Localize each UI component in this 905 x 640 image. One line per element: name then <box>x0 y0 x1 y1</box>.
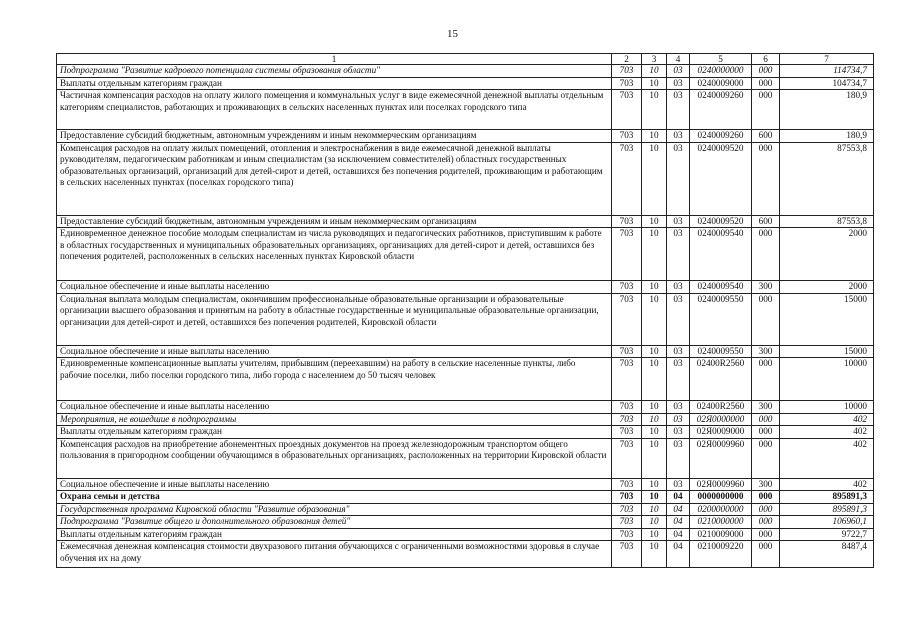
row-amount-cell: 8487,4 <box>780 541 874 568</box>
row-subsection-cell: 03 <box>667 228 690 281</box>
row-section-cell: 10 <box>642 503 667 516</box>
header-col-1: 1 <box>57 54 612 65</box>
budget-table <box>56 53 874 568</box>
row-expense-type-cell: 000 <box>752 358 780 401</box>
row-subsection-cell: 03 <box>667 345 690 358</box>
row-subsection-cell: 04 <box>667 503 690 516</box>
row-amount-cell: 87553,8 <box>780 215 874 228</box>
header-col-4: 4 <box>667 54 690 65</box>
table-row <box>57 503 874 516</box>
row-section-cell: 10 <box>642 345 667 358</box>
row-admin-code-cell: 703 <box>612 293 642 345</box>
table-row <box>57 541 874 568</box>
row-name-cell: Компенсация расходов на приобретение абонементных проездных документов на проезд железнодорожным транспортом общего пользования в пригородном сообщении обучающимся в образовательных организациях, расположенных на территории Кировской области <box>57 438 612 478</box>
row-target-article-cell: 0240009000 <box>690 77 752 90</box>
row-section-cell: 10 <box>642 438 667 478</box>
row-amount-cell: 180,9 <box>780 130 874 143</box>
row-expense-type-cell: 000 <box>752 413 780 426</box>
row-subsection-cell: 03 <box>667 401 690 414</box>
header-col-7: 7 <box>780 54 874 65</box>
row-expense-type-cell: 000 <box>752 293 780 345</box>
row-admin-code-cell: 703 <box>612 130 642 143</box>
table-row <box>57 228 874 281</box>
row-admin-code-cell: 703 <box>612 77 642 90</box>
row-target-article-cell: 0240009260 <box>690 130 752 143</box>
row-section-cell: 10 <box>642 478 667 491</box>
row-section-cell: 10 <box>642 215 667 228</box>
row-expense-type-cell: 300 <box>752 401 780 414</box>
row-amount-cell: 114734,7 <box>780 65 874 78</box>
row-expense-type-cell: 000 <box>752 528 780 541</box>
row-subsection-cell: 03 <box>667 281 690 294</box>
row-expense-type-cell: 000 <box>752 426 780 439</box>
row-target-article-cell: 0210009000 <box>690 528 752 541</box>
row-name-cell: Социальное обеспечение и иные выплаты населению <box>57 478 612 491</box>
table-row <box>57 281 874 294</box>
row-subsection-cell: 03 <box>667 413 690 426</box>
row-name-cell: Выплаты отдельным категориям граждан <box>57 77 612 90</box>
row-expense-type-cell: 000 <box>752 90 780 130</box>
row-amount-cell: 402 <box>780 438 874 478</box>
row-amount-cell: 180,9 <box>780 90 874 130</box>
row-name-cell: Мероприятия, не вошедшие в подпрограммы <box>57 413 612 426</box>
row-target-article-cell: 0240009550 <box>690 345 752 358</box>
row-target-article-cell: 0210000000 <box>690 516 752 529</box>
row-name-cell: Подпрограмма "Развитие кадрового потенциала системы образования области" <box>57 65 612 78</box>
row-amount-cell: 87553,8 <box>780 142 874 215</box>
row-name-cell: Единовременные компенсационные выплаты учителям, прибывшим (переехавшим) на работу в сельские населенные пункты, либо рабочие поселки, либо поселки городского типа, либо города с населением до 50 тысяч человек <box>57 358 612 401</box>
row-target-article-cell: 0240009540 <box>690 228 752 281</box>
row-admin-code-cell: 703 <box>612 358 642 401</box>
table-row <box>57 478 874 491</box>
row-section-cell: 10 <box>642 77 667 90</box>
row-name-cell: Предоставление субсидий бюджетным, автономным учреждениям и иным некоммерческим организациям <box>57 130 612 143</box>
row-admin-code-cell: 703 <box>612 401 642 414</box>
row-amount-cell: 104734,7 <box>780 77 874 90</box>
row-expense-type-cell: 000 <box>752 491 780 504</box>
budget-table-container <box>56 53 873 568</box>
row-target-article-cell: 02400R2560 <box>690 358 752 401</box>
row-section-cell: 10 <box>642 401 667 414</box>
table-header-row <box>57 54 874 65</box>
table-row <box>57 516 874 529</box>
row-subsection-cell: 03 <box>667 426 690 439</box>
row-target-article-cell: 0210009220 <box>690 541 752 568</box>
row-section-cell: 10 <box>642 65 667 78</box>
row-amount-cell: 2000 <box>780 281 874 294</box>
table-row <box>57 438 874 478</box>
row-subsection-cell: 03 <box>667 293 690 345</box>
row-name-cell: Социальное обеспечение и иные выплаты населению <box>57 401 612 414</box>
row-subsection-cell: 03 <box>667 358 690 401</box>
row-section-cell: 10 <box>642 142 667 215</box>
table-row <box>57 142 874 215</box>
row-expense-type-cell: 000 <box>752 77 780 90</box>
header-col-6: 6 <box>752 54 780 65</box>
row-section-cell: 10 <box>642 281 667 294</box>
row-subsection-cell: 03 <box>667 215 690 228</box>
row-expense-type-cell: 600 <box>752 215 780 228</box>
row-admin-code-cell: 703 <box>612 142 642 215</box>
row-target-article-cell: 02Я0009960 <box>690 478 752 491</box>
row-admin-code-cell: 703 <box>612 528 642 541</box>
row-admin-code-cell: 703 <box>612 541 642 568</box>
row-name-cell: Государственная программа Кировской области "Развитие образования" <box>57 503 612 516</box>
row-section-cell: 10 <box>642 528 667 541</box>
row-section-cell: 10 <box>642 516 667 529</box>
row-expense-type-cell: 000 <box>752 503 780 516</box>
row-target-article-cell: 02Я0009000 <box>690 426 752 439</box>
row-expense-type-cell: 000 <box>752 516 780 529</box>
row-section-cell: 10 <box>642 541 667 568</box>
row-subsection-cell: 03 <box>667 478 690 491</box>
row-admin-code-cell: 703 <box>612 281 642 294</box>
table-row <box>57 130 874 143</box>
row-expense-type-cell: 000 <box>752 65 780 78</box>
row-target-article-cell: 02400R2560 <box>690 401 752 414</box>
row-subsection-cell: 03 <box>667 438 690 478</box>
row-admin-code-cell: 703 <box>612 345 642 358</box>
row-amount-cell: 402 <box>780 413 874 426</box>
row-expense-type-cell: 000 <box>752 228 780 281</box>
row-amount-cell: 106960,1 <box>780 516 874 529</box>
row-target-article-cell: 02Я0000000 <box>690 413 752 426</box>
table-body <box>57 65 874 568</box>
row-name-cell: Социальная выплата молодым специалистам, окончившим профессиональные образовательные организации и образовательные организации высшего образования и принятым на работу в областные государственные и муниципальные образовательные организации, организации для детей-сирот и детей, оставшихся без попечения родителей, Кировской области <box>57 293 612 345</box>
row-name-cell: Ежемесячная денежная компенсация стоимости двухразового питания обучающихся с ограниченными возможностями здоровья в случае обучения их на дому <box>57 541 612 568</box>
row-amount-cell: 2000 <box>780 228 874 281</box>
table-row <box>57 293 874 345</box>
table-row <box>57 413 874 426</box>
row-expense-type-cell: 000 <box>752 438 780 478</box>
row-target-article-cell: 0240000000 <box>690 65 752 78</box>
row-expense-type-cell: 000 <box>752 142 780 215</box>
row-section-cell: 10 <box>642 491 667 504</box>
row-subsection-cell: 04 <box>667 541 690 568</box>
table-row <box>57 90 874 130</box>
row-name-cell: Выплаты отдельным категориям граждан <box>57 426 612 439</box>
row-name-cell: Предоставление субсидий бюджетным, автономным учреждениям и иным некоммерческим организациям <box>57 215 612 228</box>
row-section-cell: 10 <box>642 228 667 281</box>
table-row <box>57 426 874 439</box>
row-admin-code-cell: 703 <box>612 215 642 228</box>
row-name-cell: Социальное обеспечение и иные выплаты населению <box>57 345 612 358</box>
row-amount-cell: 402 <box>780 478 874 491</box>
row-admin-code-cell: 703 <box>612 426 642 439</box>
row-target-article-cell: 02Я0009960 <box>690 438 752 478</box>
row-subsection-cell: 04 <box>667 528 690 541</box>
row-subsection-cell: 03 <box>667 142 690 215</box>
row-subsection-cell: 03 <box>667 65 690 78</box>
row-name-cell: Социальное обеспечение и иные выплаты населению <box>57 281 612 294</box>
row-expense-type-cell: 300 <box>752 478 780 491</box>
row-name-cell: Частичная компенсация расходов на оплату жилого помещения и коммунальных услуг в виде ежемесячной денежной выплаты отдельным категориям специалистов, работающих и проживающих в сельских населенных пунктах или поселках городского типа <box>57 90 612 130</box>
row-admin-code-cell: 703 <box>612 413 642 426</box>
table-row <box>57 491 874 504</box>
row-admin-code-cell: 703 <box>612 65 642 78</box>
row-amount-cell: 9722,7 <box>780 528 874 541</box>
row-target-article-cell: 0200000000 <box>690 503 752 516</box>
row-amount-cell: 10000 <box>780 358 874 401</box>
row-target-article-cell: 0240009520 <box>690 142 752 215</box>
row-admin-code-cell: 703 <box>612 478 642 491</box>
table-row <box>57 77 874 90</box>
row-name-cell: Компенсация расходов на оплату жилых помещений, отопления и электроснабжения в виде ежемесячной денежной выплаты руководителям, педагогическим работникам и иным специалистам (за исключением совместителей) областных государственных образовательных организаций, организаций для детей-сирот и детей, оставшихся без попечения родителей, проживающим и работающим в сельских населенных пунктах (поселках городского типа) <box>57 142 612 215</box>
table-row <box>57 528 874 541</box>
row-section-cell: 10 <box>642 130 667 143</box>
row-admin-code-cell: 703 <box>612 90 642 130</box>
header-col-5: 5 <box>690 54 752 65</box>
row-admin-code-cell: 703 <box>612 438 642 478</box>
row-name-cell: Подпрограмма "Развитие общего и дополнительного образования детей" <box>57 516 612 529</box>
row-section-cell: 10 <box>642 413 667 426</box>
row-admin-code-cell: 703 <box>612 228 642 281</box>
row-name-cell: Единовременное денежное пособие молодым специалистам из числа руководящих и педагогических работников, приступившим к работе в областных государственных и муниципальных образовательных организациях, организациях для детей-сирот и детей, оставшихся без попечения родителей, расположенных в сельских населенных пунктах Кировской области <box>57 228 612 281</box>
row-amount-cell: 895891,3 <box>780 503 874 516</box>
row-section-cell: 10 <box>642 293 667 345</box>
row-target-article-cell: 0240009520 <box>690 215 752 228</box>
table-row <box>57 345 874 358</box>
table-row <box>57 65 874 78</box>
row-admin-code-cell: 703 <box>612 516 642 529</box>
row-target-article-cell: 0240009260 <box>690 90 752 130</box>
row-name-cell: Охрана семьи и детства <box>57 491 612 504</box>
row-expense-type-cell: 300 <box>752 345 780 358</box>
row-subsection-cell: 03 <box>667 90 690 130</box>
row-admin-code-cell: 703 <box>612 491 642 504</box>
row-section-cell: 10 <box>642 358 667 401</box>
row-section-cell: 10 <box>642 90 667 130</box>
header-col-2: 2 <box>612 54 642 65</box>
row-amount-cell: 15000 <box>780 293 874 345</box>
row-section-cell: 10 <box>642 426 667 439</box>
table-row <box>57 215 874 228</box>
row-expense-type-cell: 600 <box>752 130 780 143</box>
row-amount-cell: 895891,3 <box>780 491 874 504</box>
row-subsection-cell: 03 <box>667 130 690 143</box>
row-expense-type-cell: 300 <box>752 281 780 294</box>
row-name-cell: Выплаты отдельным категориям граждан <box>57 528 612 541</box>
row-target-article-cell: 0000000000 <box>690 491 752 504</box>
table-row <box>57 401 874 414</box>
row-target-article-cell: 0240009550 <box>690 293 752 345</box>
row-expense-type-cell: 000 <box>752 541 780 568</box>
row-amount-cell: 15000 <box>780 345 874 358</box>
row-subsection-cell: 04 <box>667 491 690 504</box>
row-target-article-cell: 0240009540 <box>690 281 752 294</box>
row-subsection-cell: 04 <box>667 516 690 529</box>
row-admin-code-cell: 703 <box>612 503 642 516</box>
header-col-3: 3 <box>642 54 667 65</box>
table-row <box>57 358 874 401</box>
row-subsection-cell: 03 <box>667 77 690 90</box>
row-amount-cell: 402 <box>780 426 874 439</box>
page-number: 15 <box>447 28 458 40</box>
row-amount-cell: 10000 <box>780 401 874 414</box>
